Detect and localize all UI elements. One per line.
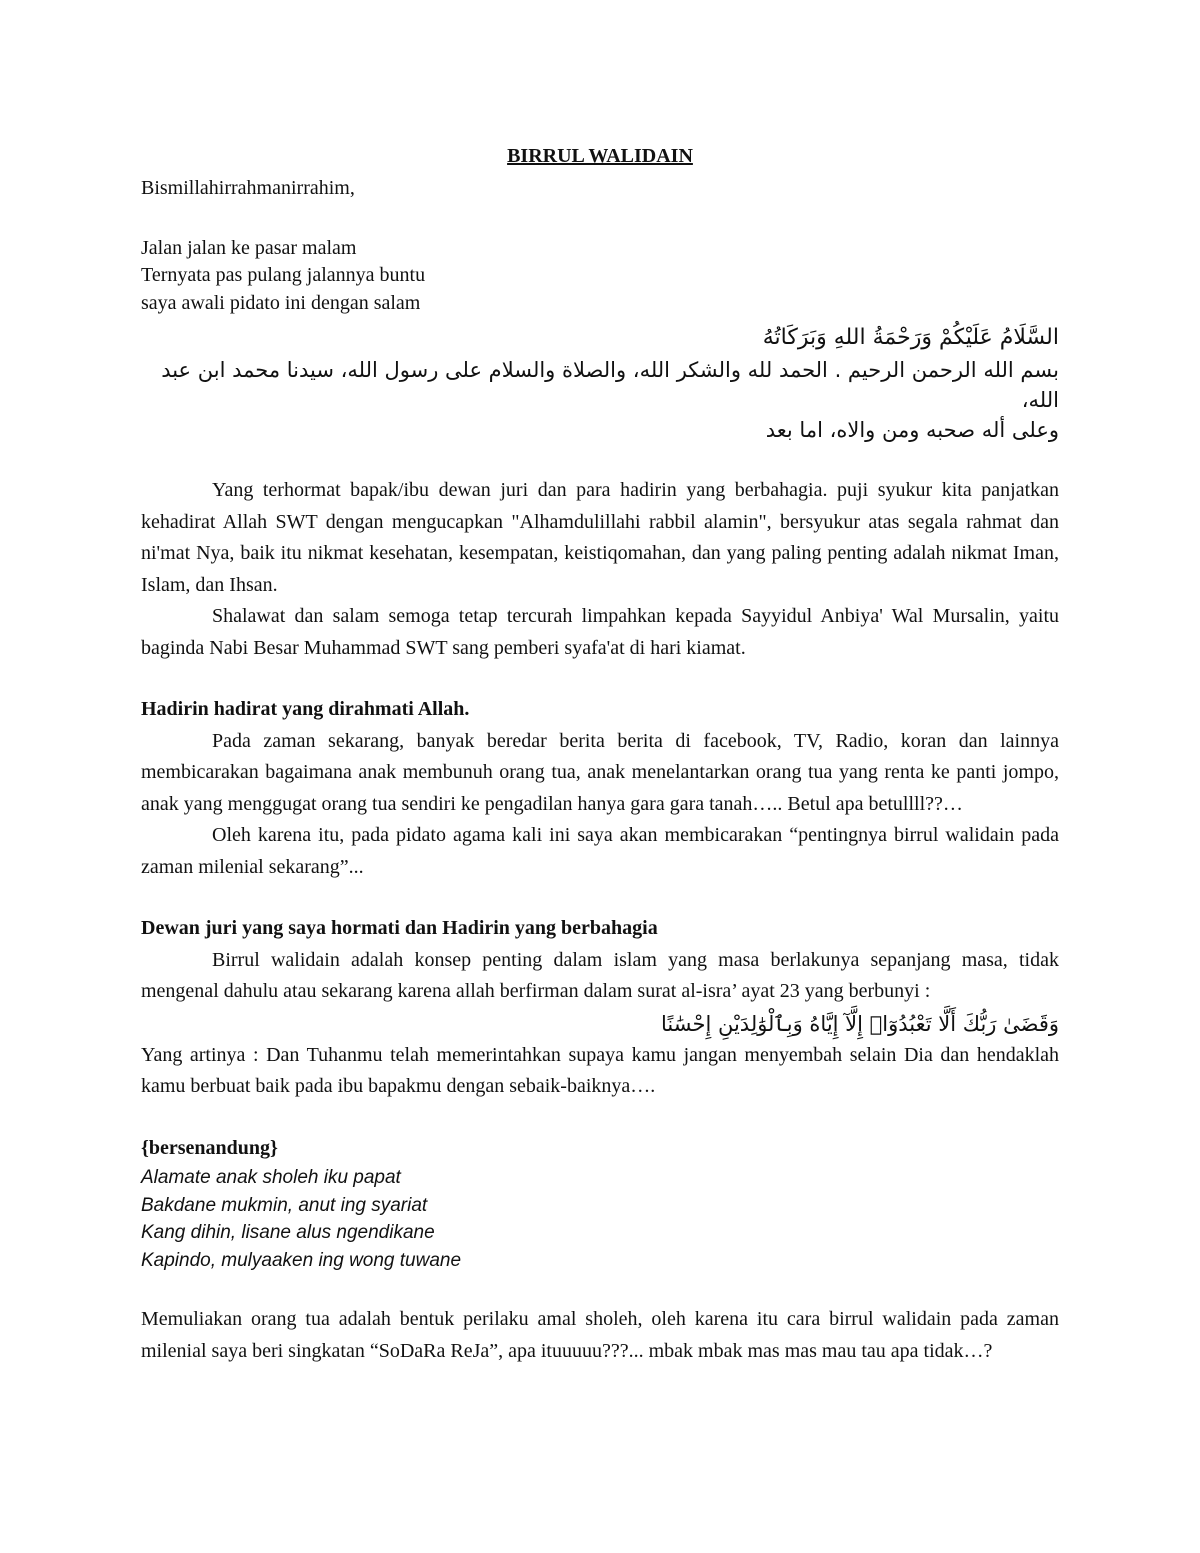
- ayat-translation: Yang artinya : Dan Tuhanmu telah memerintahkan supaya kamu jangan menyembah selain Dia dan hendaklah kamu berbuat baik pada ibu bapakmu dengan sebaik-baiknya….: [141, 1043, 1059, 1097]
- pantun-line: Ternyata pas pulang jalannya buntu: [141, 264, 426, 286]
- pantun-line: saya awali pidato ini dengan salam: [141, 291, 421, 314]
- section-paragraph: Pada zaman sekarang, banyak beredar berita berita di facebook, TV, Radio, koran dan lainnya membicarakan bagaimana anak membunuh orang tua, anak menelantarkan orang tua yang renta ke panti jompo, anak yang menggugat orang tua sendiri ke pengadilan hanya gara gara tanah….. Betul apa betullll??…: [141, 729, 1059, 815]
- section-paragraph: Birrul walidain adalah konsep penting dalam islam yang masa berlakunya sepanjang masa, tidak mengenal dahulu atau sekarang karena allah berfirman dalam surat al-isra’ ayat 23 yang berbunyi :: [141, 948, 1059, 1002]
- pantun-line: Jalan jalan ke pasar malam: [141, 236, 357, 259]
- pantun-block: [141, 235, 1059, 318]
- section-heading: Hadirin hadirat yang dirahmati Allah.: [141, 698, 470, 720]
- arabic-basmalah-line: بسم الله الرحمن الرحيم . الحمد لله والشكر الله، والصلاة والسلام على رسول الله، سيدنا محمد ابن عبد الله،: [161, 358, 1059, 412]
- section-paragraph: Oleh karena itu, pada pidato agama kali ini saya akan membicarakan “pentingnya birrul walidain pada zaman milenial sekarang”...: [141, 824, 1059, 878]
- document-title: BIRRUL WALIDAIN: [507, 145, 693, 167]
- spacer: [141, 883, 1059, 913]
- song-line: Kapindo, mulyaaken ing wong tuwane: [141, 1249, 462, 1271]
- arabic-salam: السَّلَامُ عَلَيْكُمْ وَرَحْمَةُ اللهِ وَبَرَكَاتُهُ: [762, 325, 1059, 350]
- intro-paragraph: Shalawat dan salam semoga tetap tercurah limpahkan kepada Sayyidul Anbiya' Wal Mursalin, yaitu baginda Nabi Besar Muhammad SWT sang pemberi syafa'at di hari kiamat.: [141, 605, 1059, 659]
- spacer: [141, 445, 1059, 475]
- song-line: Alamate anak sholeh iku papat: [141, 1167, 401, 1188]
- song-line: Bakdane mukmin, anut ing syariat: [141, 1194, 428, 1216]
- intro-paragraph: Yang terhormat bapak/ibu dewan juri dan para hadirin yang berbahagia. puji syukur kita panjatkan kehadirat Allah SWT dengan mengucapkan "Alhamdulillahi rabbil alamin", bersyukur atas segala rahmat dan ni'mat Nya, baik itu nikmat kesehatan, kesempatan, keistiqomahan, dan yang paling penting adalah nikmat Iman, Islam, dan Ihsan.: [141, 479, 1059, 596]
- section-heading: Dewan juri yang saya hormati dan Hadirin yang berbahagia: [141, 917, 658, 939]
- song-lyrics: [141, 1164, 1059, 1274]
- spacer: [141, 1274, 1059, 1304]
- song-line: Kang dihin, lisane alus ngendikane: [141, 1222, 435, 1243]
- opening-line: Bismillahirrahmanirrahim,: [141, 177, 355, 199]
- spacer: [141, 664, 1059, 694]
- arabic-ayat: وَقَضَىٰ رَبُّكَ أَلَّا تَعْبُدُوٓا۟ إِلَّآ إِيَّاهُ وَبِٱلْوَٰلِدَيْنِ إِحْسَٰنًا: [661, 1011, 1059, 1036]
- arabic-basmalah-line: وعلى أله صحبه ومن والاه، اما بعد: [765, 418, 1059, 442]
- spacer: [141, 205, 1059, 235]
- document-body: [141, 141, 1059, 1367]
- closing-paragraph: Memuliakan orang tua adalah bentuk perilaku amal sholeh, oleh karena itu cara birrul walidain pada zaman milenial saya beri singkatan “SoDaRa ReJa”, apa ituuuuu???... mbak mbak mas mas mau tau apa tidak…?: [141, 1308, 1059, 1362]
- spacer: [141, 1103, 1059, 1133]
- song-heading: {bersenandung}: [141, 1136, 278, 1159]
